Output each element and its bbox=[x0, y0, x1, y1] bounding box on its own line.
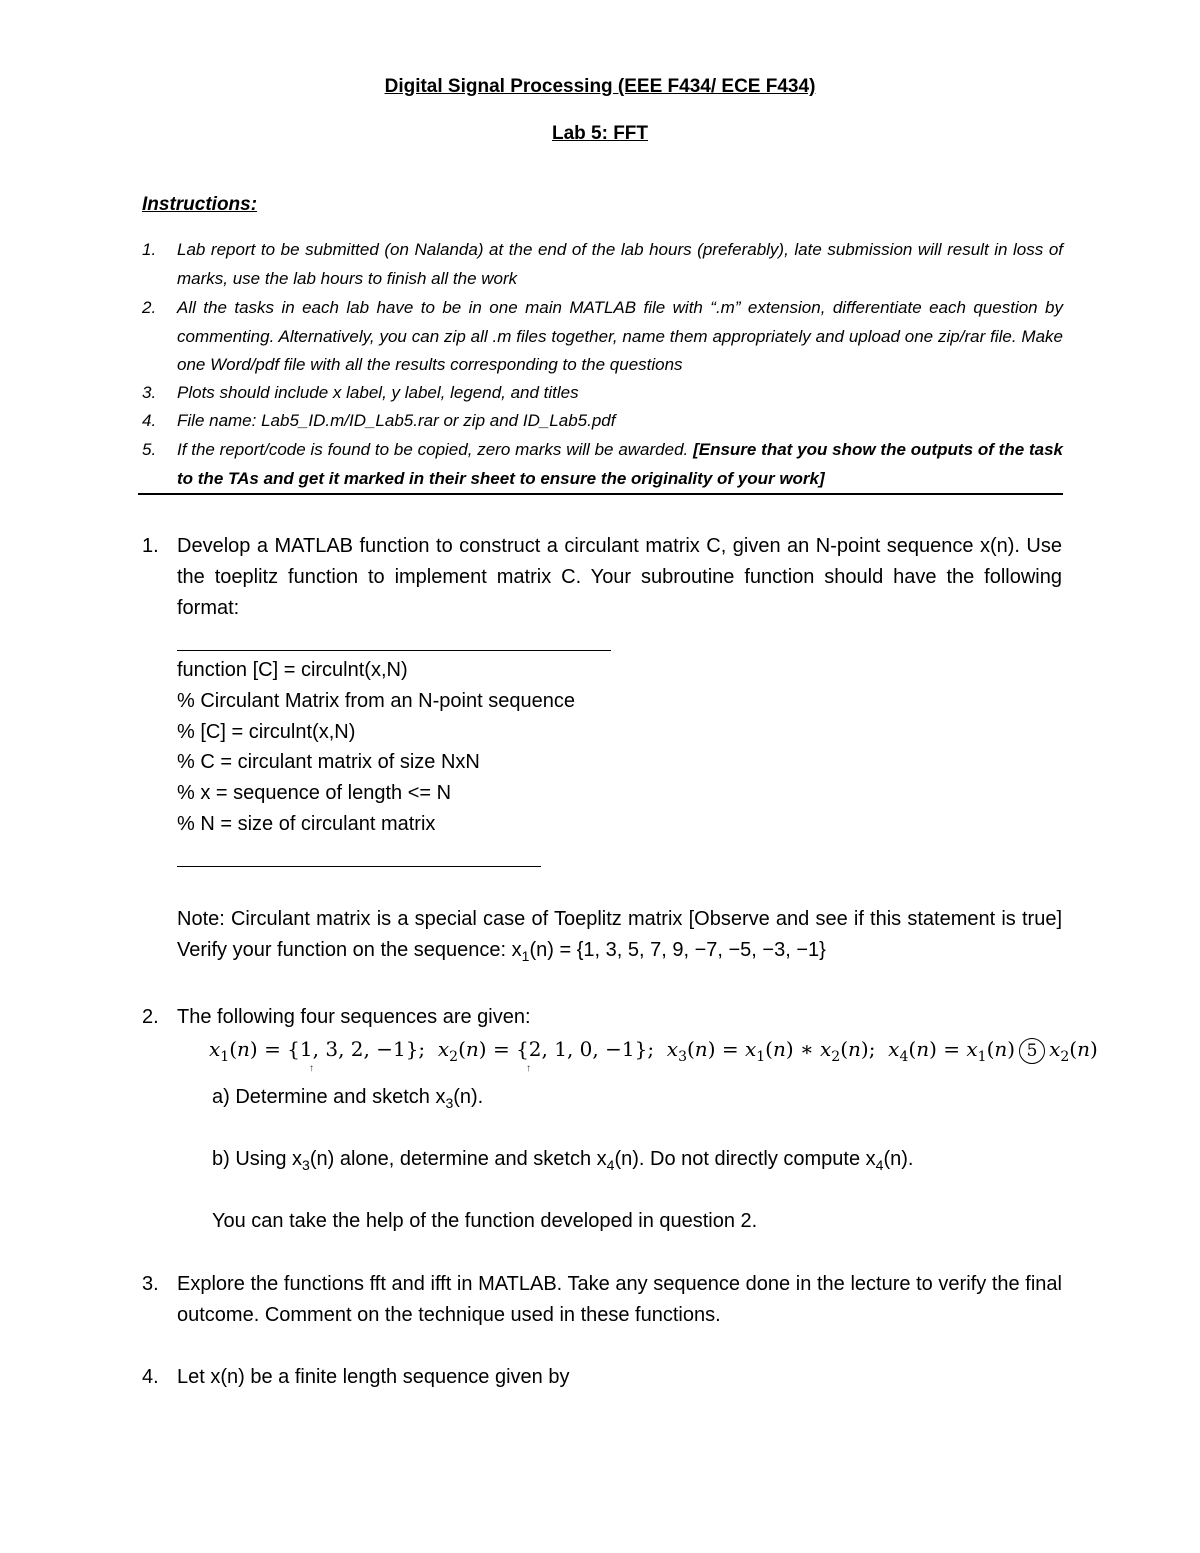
instruction-item: All the tasks in each lab have to be in one main MATLAB file with “.m” extension, differentiate each question by commenting. Alternatively, you can zip all .m files together, name them appropriately and upload one zip/rar file. Make one Word/pdf file with all the results corresponding to the questions bbox=[177, 298, 1063, 374]
code-rule-bottom bbox=[177, 866, 541, 867]
q2b-sub: 3 bbox=[302, 1157, 310, 1173]
q2b-text: b) Using x bbox=[212, 1148, 303, 1170]
note-subscript: 1 bbox=[521, 948, 530, 964]
instruction-item-text: If the report/code is found to be copied, zero marks will be awarded. bbox=[177, 440, 694, 459]
code-line: % [C] = circulnt(x,N) bbox=[177, 721, 356, 743]
q2b-sub: 4 bbox=[606, 1157, 615, 1173]
code-line: % C = circulant matrix of size NxN bbox=[177, 751, 480, 773]
code-rule-top bbox=[177, 650, 611, 651]
q2b-tail: (n). bbox=[883, 1148, 914, 1170]
instruction-number: 2. bbox=[142, 298, 157, 317]
question-1-note bbox=[177, 904, 1062, 972]
question-number: 1. bbox=[142, 535, 159, 557]
section-divider bbox=[138, 493, 1063, 495]
question-2-text: The following four sequences are given: bbox=[177, 1006, 531, 1028]
origin-marker: ↑ bbox=[309, 1063, 314, 1074]
question-number: 4. bbox=[142, 1366, 159, 1388]
origin-marker: ↑ bbox=[526, 1063, 531, 1074]
instructions-heading: Instructions: bbox=[142, 194, 258, 215]
instruction-number: 3. bbox=[142, 383, 157, 402]
circular-convolution-operator: 5 bbox=[1019, 1038, 1045, 1064]
question-2a bbox=[212, 1086, 483, 1111]
instruction-item bbox=[177, 436, 1063, 493]
q2b-sub: 4 bbox=[875, 1157, 884, 1173]
instruction-item-emphasis: [Ensure that you show the outputs of the task to the TAs and get it marked in their sheet to ensure the originality of your work] bbox=[177, 440, 1064, 488]
q2a-tail: (n). bbox=[453, 1086, 484, 1108]
instruction-number: 5. bbox=[142, 440, 157, 459]
instruction-item: Plots should include x label, y label, legend, and titles bbox=[177, 383, 579, 402]
question-2b bbox=[212, 1148, 913, 1173]
q2a-sub: 3 bbox=[445, 1095, 454, 1111]
q2b-text-mid2: (n). Do not directly compute x bbox=[614, 1148, 876, 1170]
instruction-item: File name: Lab5_ID.m/ID_Lab5.rar or zip and ID_Lab5.pdf bbox=[177, 411, 616, 430]
question-4-text: Let x(n) be a finite length sequence given by bbox=[177, 1366, 570, 1388]
question-3-text: Explore the functions fft and ifft in MATLAB. Take any sequence done in the lecture to verify the final outcome. Comment on the technique used in these functions. bbox=[177, 1273, 1062, 1326]
code-line: % N = size of circulant matrix bbox=[177, 813, 436, 835]
code-line: function [C] = circulnt(x,N) bbox=[177, 659, 408, 681]
code-line: % Circulant Matrix from an N-point sequence bbox=[177, 690, 575, 712]
q2b-text-mid: (n) alone, determine and sketch x bbox=[309, 1148, 607, 1170]
q2a-text: a) Determine and sketch x bbox=[212, 1086, 446, 1108]
question-number: 2. bbox=[142, 1006, 159, 1028]
instruction-number: 1. bbox=[142, 240, 157, 259]
instruction-number: 4. bbox=[142, 411, 157, 430]
note-text: Note: Circulant matrix is a special case of Toeplitz matrix [Observe and see if this statement is true] Verify your function on the sequence: x bbox=[177, 908, 1062, 961]
question-2-help: You can take the help of the function developed in question 2. bbox=[212, 1210, 758, 1232]
question-1-text: Develop a MATLAB function to construct a circulant matrix C, given an N-point sequence x(n). Use the toeplitz function to implement matrix C. Your subroutine function should have the following format: bbox=[177, 535, 1062, 619]
course-title: Digital Signal Processing (EEE F434/ ECE F434) bbox=[384, 76, 816, 97]
instruction-item: Lab report to be submitted (on Nalanda) at the end of the lab hours (preferably), late submission will result in loss of marks, use the lab hours to finish all the work bbox=[177, 240, 1063, 288]
code-line: % x = sequence of length <= N bbox=[177, 782, 452, 804]
note-sequence: (n) = {1, 3, 5, 7, 9, −7, −5, −3, −1} bbox=[529, 939, 826, 961]
sequence-equations: $x_1(n) = \{1$, 3, 2, −1}; $x_2(n) = \{2$, 1, 0, −1}; $x_3(n) = x_1(n)$ ∗ $x_2(n)$; $x_4(n) = x_1(n)$ 5 $x_2(n)$ bbox=[209, 1037, 1098, 1065]
lab-title: Lab 5: FFT bbox=[551, 123, 649, 144]
question-number: 3. bbox=[142, 1273, 159, 1295]
